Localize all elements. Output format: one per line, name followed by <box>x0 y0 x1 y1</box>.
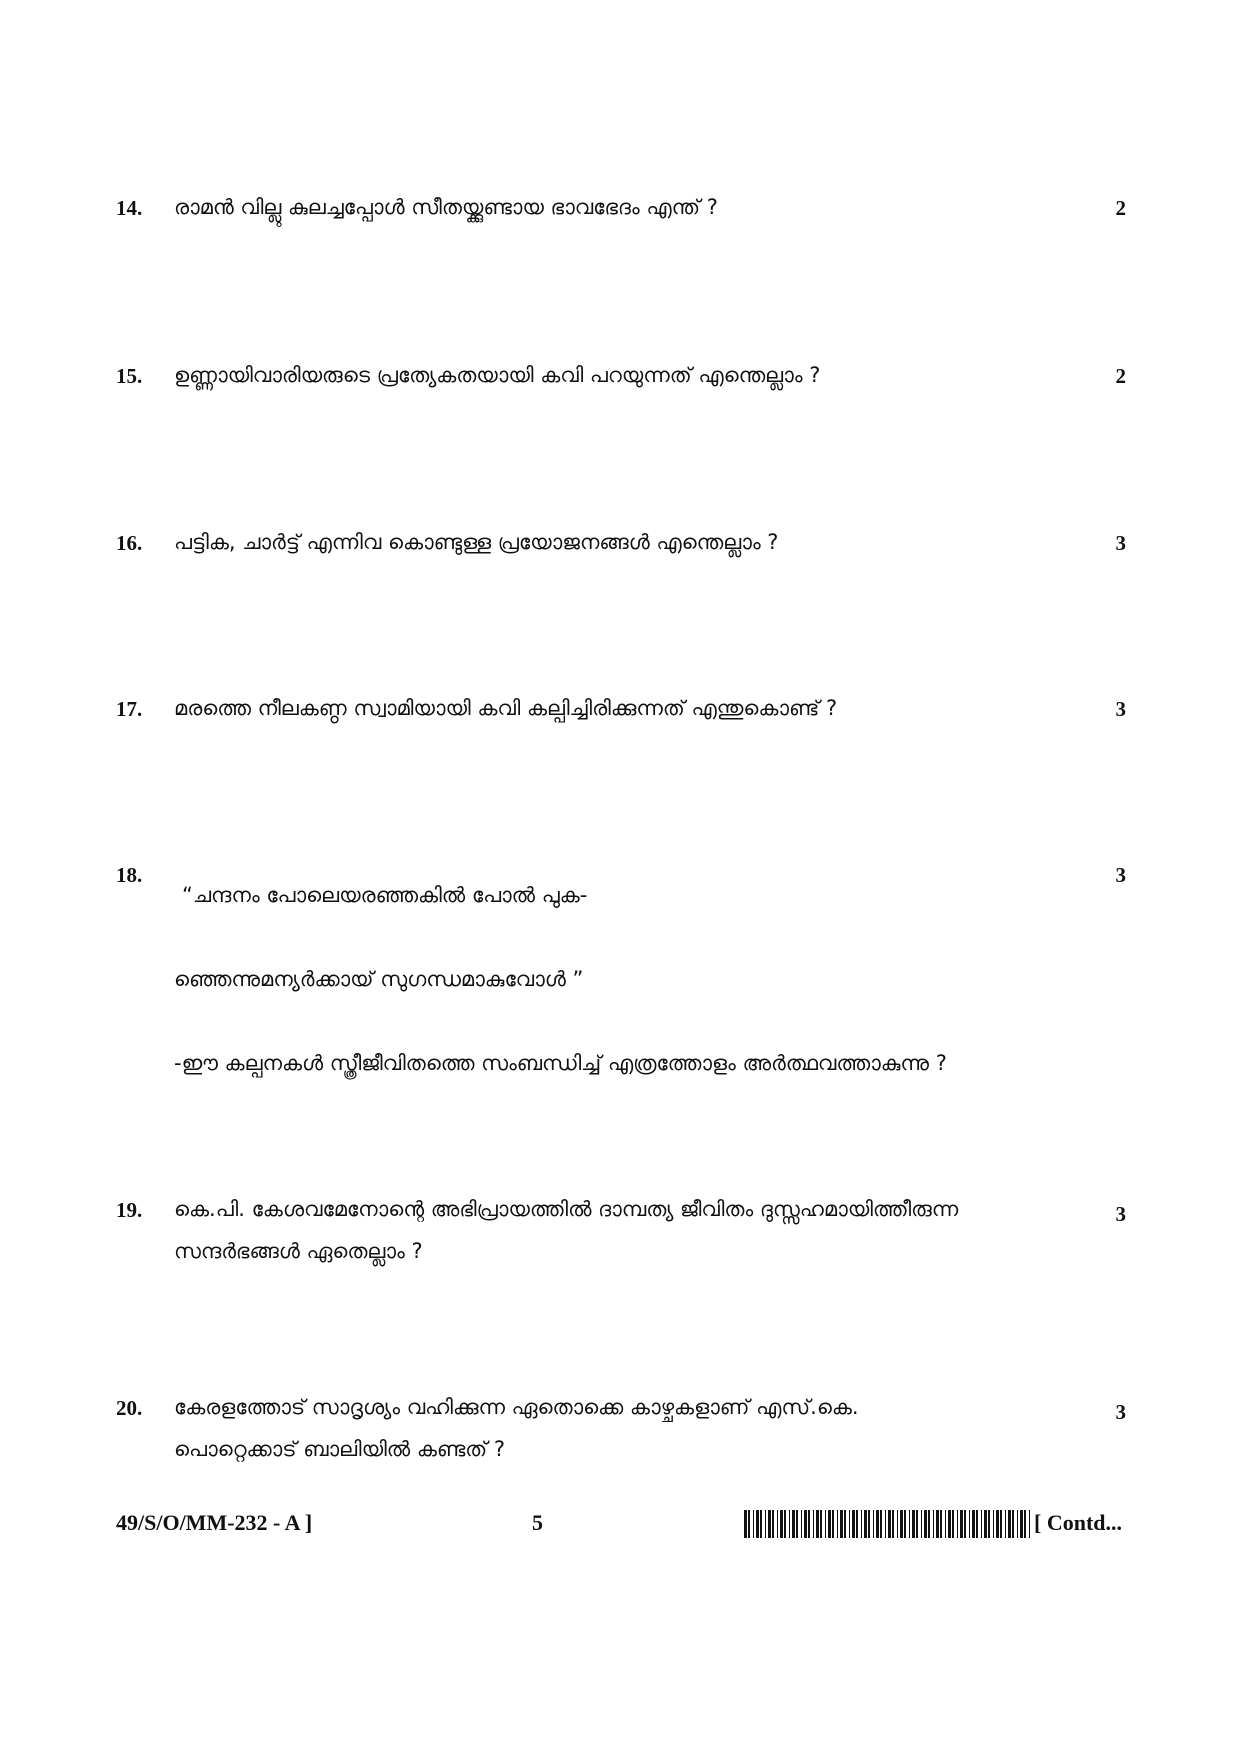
question-line: പട്ടിക, ചാർട്ട് എന്നിവ കൊണ്ടുള്ള പ്രയോജനങ്ങൾ എന്തെല്ലാം ? <box>174 530 779 554</box>
question-number: 16. <box>116 531 143 555</box>
question-marks: 3 <box>1115 1400 1126 1424</box>
question-text <box>174 1386 1074 1470</box>
question-marks: 3 <box>1115 531 1126 555</box>
question-marks: 3 <box>1115 697 1126 721</box>
page-footer <box>0 1510 1240 1550</box>
question-marks: 3 <box>1115 863 1126 887</box>
question-marks: 2 <box>1115 364 1126 388</box>
question-number: 14. <box>116 196 143 220</box>
question-marks: 2 <box>1115 196 1126 220</box>
question-number: 15. <box>116 364 143 388</box>
continued-label: [ Contd... <box>1034 1510 1123 1535</box>
question-line: -ഈ കല്പനകൾ സ്ത്രീജീവിതത്തെ സംബന്ധിച്ച് എത്രത്തോളം അർത്ഥവത്താകുന്നു ? <box>174 1051 947 1075</box>
question-line: സന്ദർഭങ്ങൾ ഏതെല്ലാം ? <box>174 1239 423 1263</box>
question-line: ഉണ്ണായിവാരിയരുടെ പ്രത്യേകതയായി കവി പറയുന്നത് എന്തെല്ലാം ? <box>174 363 821 387</box>
question-line: മരത്തെ നീലകണ്ഠ സ്വാമിയായി കവി കല്പിച്ചിരിക്കുന്നത് എന്തുകൊണ്ട് ? <box>174 696 838 720</box>
question-text <box>174 853 1132 1105</box>
question-text <box>174 186 1074 228</box>
question-text <box>174 521 1074 563</box>
question-text <box>174 687 1074 729</box>
question-line: രാമൻ വില്ലു കുലച്ചപ്പോൾ സീതയ്ക്കുണ്ടായ ഭാവഭേദം എന്ത് ? <box>174 195 718 219</box>
question-number: 17. <box>116 697 143 721</box>
verse-line-1: “ചന്ദനം പോലെയരഞ്ഞകിൽ പോൽ പുക- <box>182 883 588 907</box>
verse-line-2: ഞ്ഞെന്നുമന്യർക്കായ് സുഗന്ധമാകുവോൾ ” <box>174 967 584 991</box>
question-line: കേരളത്തോട് സാദൃശ്യം വഹിക്കുന്ന ഏതൊക്കെ കാഴ്ചകളാണ് എസ്.കെ. <box>174 1395 859 1419</box>
page-number: 5 <box>532 1510 543 1535</box>
question-number: 18. <box>116 863 143 887</box>
question-marks: 3 <box>1115 1202 1126 1226</box>
question-line: കെ.പി. കേശവമേനോന്റെ അഭിപ്രായത്തിൽ ദാമ്പത്യ ജീവിതം ദുസ്സഹമായിത്തീരുന്ന <box>174 1197 959 1221</box>
barcode-icon <box>744 1510 1034 1538</box>
question-number: 19. <box>116 1198 143 1222</box>
question-text <box>174 354 1074 396</box>
question-line: പൊറ്റെക്കാട് ബാലിയിൽ കണ്ടത് ? <box>174 1437 506 1461</box>
question-text <box>174 1188 1074 1272</box>
paper-code: 49/S/O/MM-232 - A ] <box>116 1510 313 1535</box>
question-number: 20. <box>116 1396 143 1420</box>
